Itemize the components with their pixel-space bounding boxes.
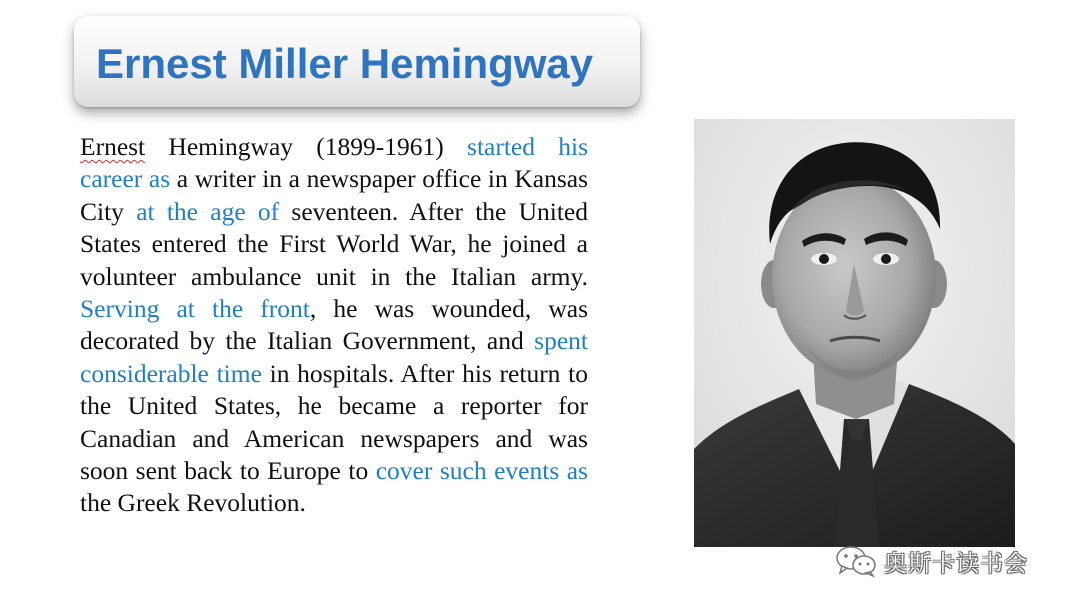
slide-title: Ernest Miller Hemingway bbox=[96, 40, 594, 87]
watermark bbox=[834, 544, 1028, 578]
text-run: in hospitals. After his return to the United States, he became a reporter for Canadian and American newspapers and was soon sent back to Europe to bbox=[80, 358, 588, 486]
highlighted-phrase: at the age of bbox=[136, 196, 280, 226]
portrait-photo bbox=[694, 119, 1015, 547]
text-run: , he was wounded, was decorated by the Italian Government, and bbox=[80, 294, 589, 356]
biography-paragraph bbox=[80, 131, 588, 520]
title-box bbox=[74, 16, 640, 107]
highlighted-phrase: started his career as bbox=[80, 132, 588, 194]
highlighted-phrase: Serving at the front bbox=[80, 294, 310, 324]
portrait-photo-icon bbox=[694, 119, 1015, 547]
spellcheck-word: Ernest bbox=[80, 132, 146, 161]
highlighted-phrase: cover such events as bbox=[375, 456, 588, 486]
text-run: Hemingway (1899-1961) bbox=[145, 132, 468, 161]
highlighted-phrase: spent considerable time bbox=[80, 326, 588, 388]
text-run: a writer in a newspaper office in Kansas City bbox=[80, 164, 588, 226]
watermark-text: 奥斯卡读书会 bbox=[884, 550, 1028, 577]
text-run: seventeen. After the United States entered the First World War, he joined a volunteer ambulance unit in the Italian army. bbox=[80, 196, 589, 291]
wechat-icon bbox=[834, 544, 878, 578]
text-run: the Greek Revolution. bbox=[80, 488, 306, 518]
